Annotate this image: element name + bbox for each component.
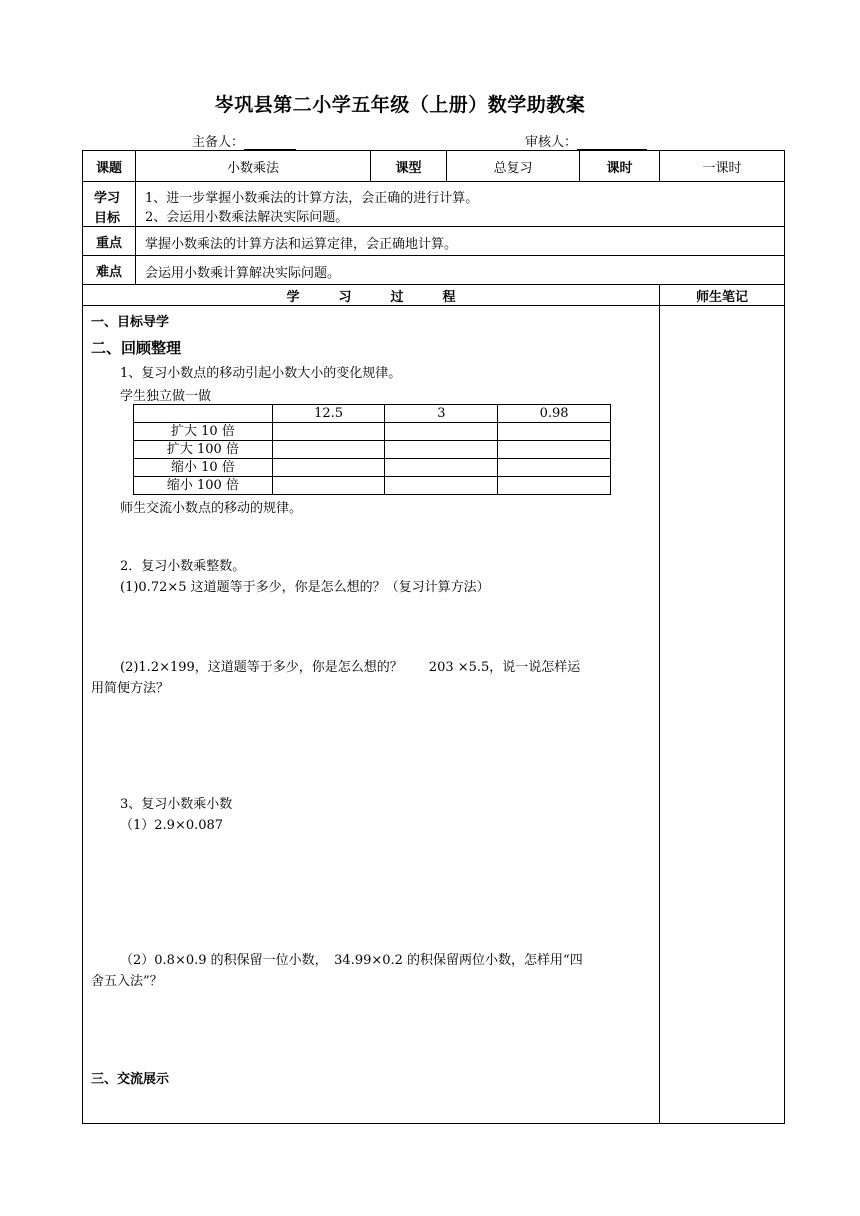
review-item-3-q2-line2: 舍五入法”？ — [91, 974, 163, 989]
preparer-label: 主备人： — [192, 135, 245, 150]
review-item-3-q2-line1: （2）0.8×0.9 的积保留一位小数， 34.99×0.2 的积保留两位小数，怎样用“四 — [120, 953, 583, 968]
table-cell — [385, 477, 498, 495]
period-value: 一课时 — [702, 160, 742, 176]
review-item-2-q2-line1: (2)1.2×199，这道题等于多少，你是怎么想的？ 203 ×5.5，说一说怎样运 — [120, 660, 581, 675]
key-point-text: 掌握小数乘法的计算方法和运算定律，会正确地计算。 — [145, 237, 458, 252]
review-item-2-q2-line2: 用简便方法？ — [91, 681, 170, 696]
table-row-label: 缩小 10 倍 — [134, 459, 273, 477]
reviewer-blank — [577, 135, 647, 150]
table-cell — [498, 423, 611, 441]
table-header-cell: 3 — [385, 405, 498, 423]
topic-label: 课题 — [95, 160, 122, 176]
process-header: 学 习 过 程 — [286, 289, 456, 305]
review-item-1-sub: 学生独立做一做 — [120, 389, 212, 404]
topic-value: 小数乘法 — [226, 160, 279, 176]
table-cell — [272, 459, 385, 477]
section-review: 二、回顾整理 — [91, 339, 182, 357]
table-row — [134, 477, 611, 495]
type-value: 总复习 — [493, 160, 533, 176]
table-header-cell: 0.98 — [498, 405, 611, 423]
table-cell — [272, 477, 385, 495]
table-row — [134, 405, 611, 423]
goal-2: 2、会运用小数乘法解决实际问题。 — [145, 210, 349, 225]
decimal-shift-table — [133, 404, 611, 495]
row-divider — [83, 255, 784, 256]
table-header-cell — [134, 405, 273, 423]
table-row-label: 缩小 100 倍 — [134, 477, 273, 495]
reviewer-label: 审核人： — [525, 135, 578, 150]
row-divider — [83, 305, 784, 306]
row-divider — [83, 181, 784, 182]
difficulty-text: 会运用小数乘计算解决实际问题。 — [145, 266, 341, 281]
table-row — [134, 459, 611, 477]
review-item-2: 2．复习小数乘整数。 — [120, 559, 246, 574]
notes-column-divider — [659, 284, 660, 1124]
section-goal-guide: 一、目标导学 — [91, 315, 170, 330]
review-item-3: 3、复习小数乘小数 — [120, 797, 233, 812]
table-cell — [272, 423, 385, 441]
table-row-label: 扩大 100 倍 — [134, 441, 273, 459]
table-row-label: 扩大 10 倍 — [134, 423, 273, 441]
preparer-field — [192, 131, 296, 150]
table-cell — [498, 477, 611, 495]
document-title: 岑巩县第二小学五年级（上册）数学助教案 — [214, 94, 586, 116]
reviewer-field — [525, 131, 647, 150]
review-item-1: 1、复习小数点的移动引起小数大小的变化规律。 — [120, 366, 402, 381]
period-label: 课时 — [606, 160, 633, 176]
table-cell — [385, 423, 498, 441]
review-item-1-after: 师生交流小数点的移动的规律。 — [120, 501, 303, 516]
key-point-label: 重点 — [95, 235, 122, 251]
table-cell — [385, 441, 498, 459]
goals-label-line2: 目标 — [94, 211, 121, 226]
table-cell — [385, 459, 498, 477]
lesson-plan-table — [82, 150, 785, 1124]
section-exchange: 三、交流展示 — [91, 1072, 170, 1087]
difficulty-label: 难点 — [95, 264, 122, 280]
table-cell — [272, 441, 385, 459]
notes-header: 师生笔记 — [695, 289, 748, 305]
table-row — [134, 441, 611, 459]
table-cell — [498, 459, 611, 477]
review-item-2-q1: (1)0.72×5 这道题等于多少，你是怎么想的？（复习计算方法） — [120, 580, 490, 595]
table-cell — [498, 441, 611, 459]
goal-1: 1、进一步掌握小数乘法的计算方法，会正确的进行计算。 — [145, 191, 479, 206]
table-header-cell: 12.5 — [272, 405, 385, 423]
review-item-3-q1: （1）2.9×0.087 — [120, 818, 224, 833]
table-row — [134, 423, 611, 441]
preparer-blank — [244, 135, 296, 150]
row-divider — [83, 226, 784, 227]
type-label: 课型 — [395, 160, 422, 176]
goals-label-line1: 学习 — [94, 191, 121, 206]
